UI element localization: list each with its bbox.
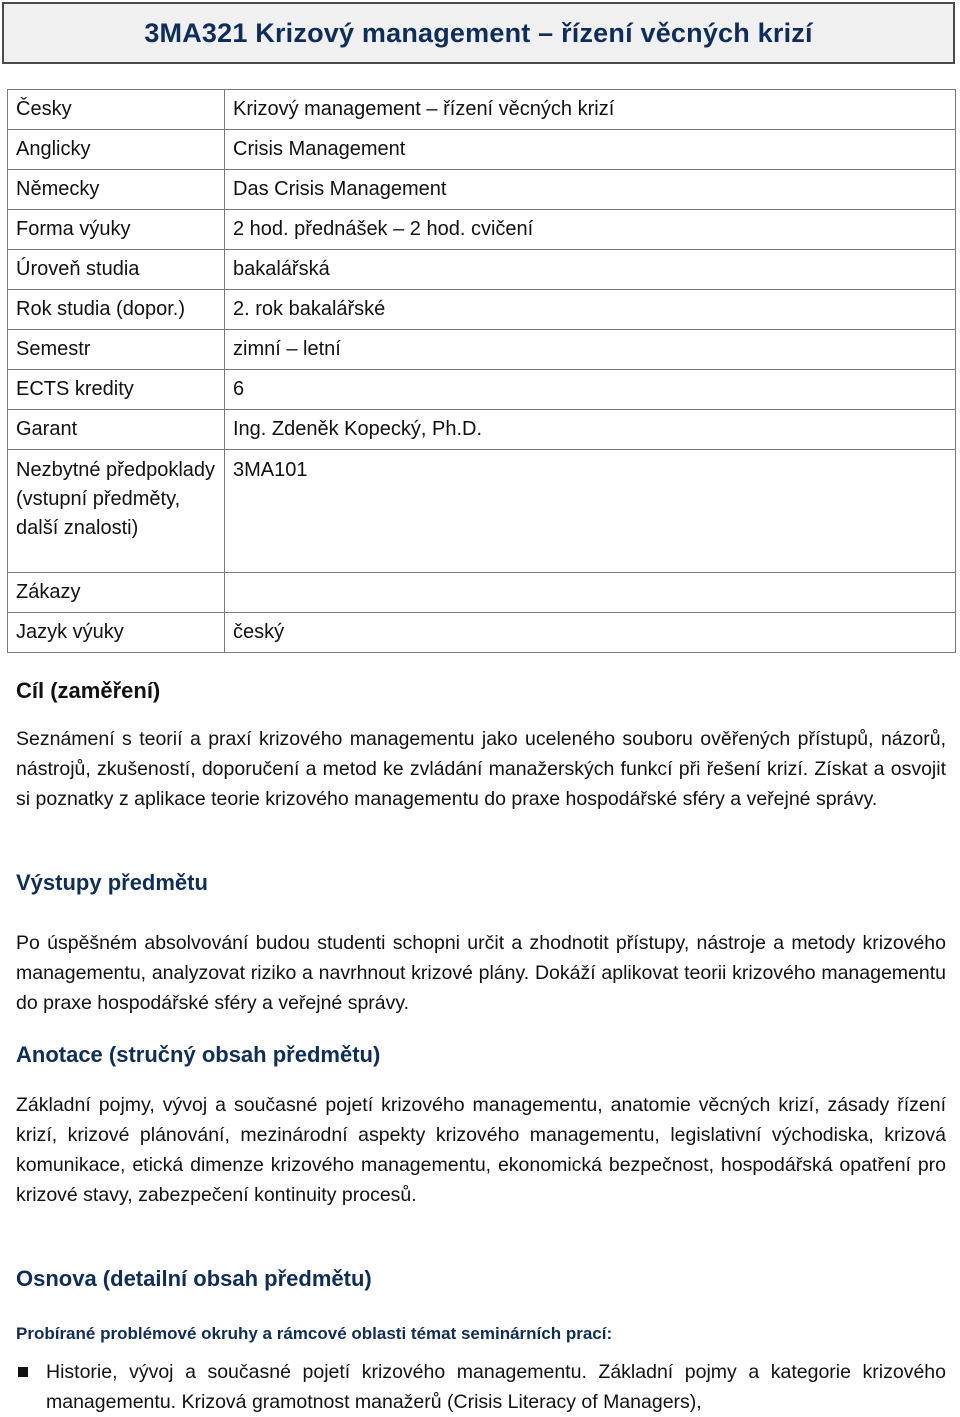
info-value: Das Crisis Management [225,170,956,210]
info-key: Německy [8,170,225,210]
info-value: Crisis Management [225,130,956,170]
info-row [8,410,956,450]
info-row [8,210,956,250]
info-row [8,330,956,370]
section-paragraph: Seznámení s teorií a praxí krizového managementu jako uceleného souboru ověřených přístupů, názorů, nástrojů, zkušeností, doporučení a metod ke zvládání manažerských funkcí při řešení krizí. Získat a osvojit si poznatky z aplikace teorie krizového managementu do praxe hospodářské sféry a veřejné správy. [16,728,946,810]
section-cil [16,678,946,704]
info-row [8,290,956,330]
info-key: Forma výuky [8,210,225,250]
square-bullet-icon [16,1357,46,1417]
info-key: Nezbytné předpoklady (vstupní předměty, další znalosti) [8,450,225,573]
info-row [8,130,956,170]
info-key: Semestr [8,330,225,370]
info-key: Úroveň studia [8,250,225,290]
info-key: Jazyk výuky [8,613,225,653]
info-key: Garant [8,410,225,450]
info-value: 2 hod. přednášek – 2 hod. cvičení [225,210,956,250]
section-paragraph: Po úspěšném absolvování budou studenti schopni určit a zhodnotit přístupy, nástroje a metody krizového managementu, analyzovat riziko a navrhnout krizové plány. Dokáží aplikovat teorii krizového managementu do praxe hospodářské sféry a veřejné správy. [16,932,946,1014]
info-key: ECTS kredity [8,370,225,410]
info-row [8,573,956,613]
info-row [8,370,956,410]
list-item [16,1357,946,1417]
section-osnova [16,1266,946,1292]
info-key: Anglicky [8,130,225,170]
info-value: 6 [225,370,956,410]
section-osnova-sub [16,1324,946,1344]
course-info-table [7,89,956,653]
info-value: 2. rok bakalářské [225,290,956,330]
section-vystupy [16,870,946,896]
title-box [2,2,955,64]
info-value: zimní – letní [225,330,956,370]
section-osnova-list [16,1357,946,1417]
info-value: 3MA101 [225,450,956,573]
info-row [8,613,956,653]
info-value: Krizový management – řízení věcných krizí [225,90,956,130]
section-subheading: Probírané problémové okruhy a rámcové oblasti témat seminárních prací: [16,1324,613,1343]
info-value [225,573,956,613]
info-key: Rok studia (dopor.) [8,290,225,330]
info-value: český [225,613,956,653]
section-heading: Anotace (stručný obsah předmětu) [16,1042,381,1067]
info-row [8,250,956,290]
info-key: Zákazy [8,573,225,613]
section-anotace-body [16,1090,946,1210]
section-heading: Výstupy předmětu [16,870,208,895]
section-cil-body [16,724,946,814]
info-value: Ing. Zdeněk Kopecký, Ph.D. [225,410,956,450]
section-anotace [16,1042,946,1068]
info-value: bakalářská [225,250,956,290]
info-row [8,450,956,573]
section-heading: Osnova (detailní obsah předmětu) [16,1266,372,1291]
info-row [8,90,956,130]
section-vystupy-body [16,928,946,1018]
section-paragraph: Základní pojmy, vývoj a současné pojetí krizového managementu, anatomie věcných krizí, zásady řízení krizí, krizové plánování, mezinárodní aspekty krizového managementu, legislativní východiska, krizová komunikace, etická dimenze krizového managementu, ekonomická bezpečnost, hospodářská opatření pro krizové stavy, zabezpečení kontinuity procesů. [16,1094,946,1206]
info-key: Česky [8,90,225,130]
info-row [8,170,956,210]
section-heading: Cíl (zaměření) [16,678,161,703]
page-title: 3MA321 Krizový management – řízení věcných krizí [144,17,813,48]
list-item-text: Historie, vývoj a současné pojetí krizového managementu. Základní pojmy a kategorie krizového managementu. Krizová gramotnost manažerů (Crisis Literacy of Managers), [46,1361,946,1413]
